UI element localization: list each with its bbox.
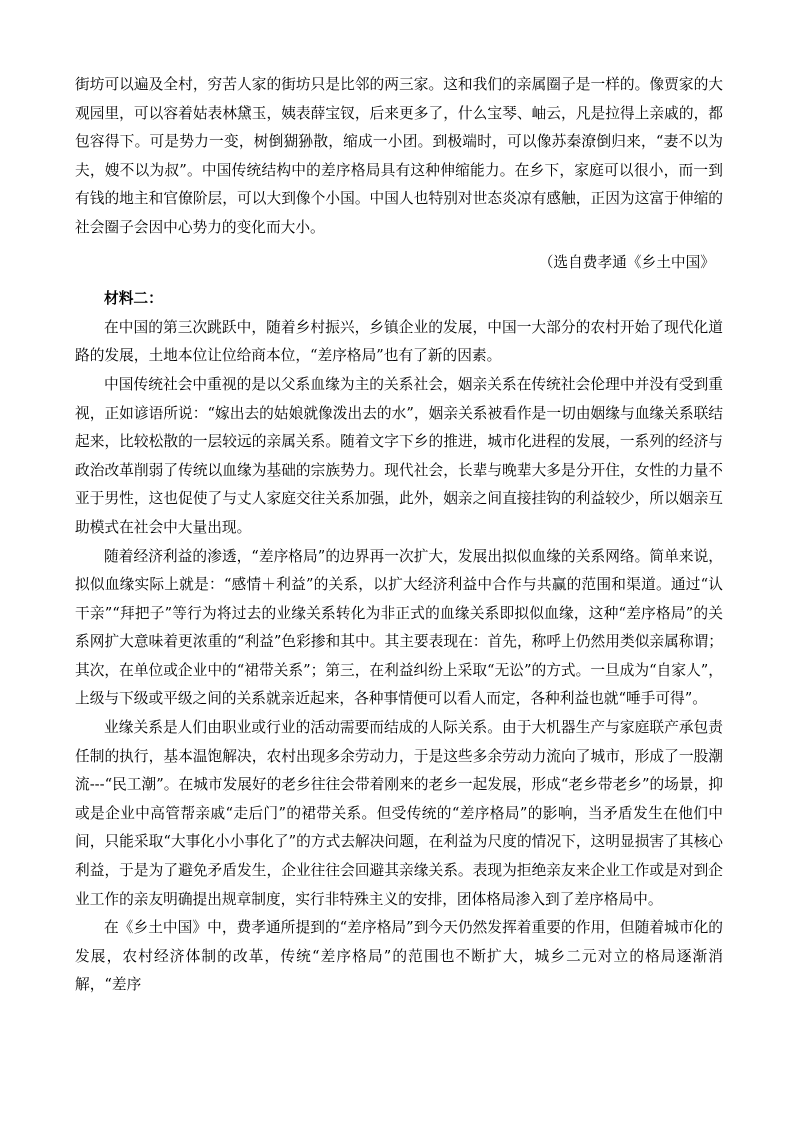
paragraph-3: 随着经济利益的渗透，“差序格局”的边界再一次扩大，发展出拟似血缘的关系网络。简单来说，拟似血缘实际上就是：“感情＋利益”的关系，以扩大经济利益中合作与共赢的范围和渠道。通过“认干亲”“拜把子”等行为将过去的业缘关系转化为非正式的血缘关系即拟似血缘，这种“差序格局”的关系网扩大意味着更浓重的“利益”色彩掺和其中。其主要表现在：首先，称呼上仍然用类似亲属称谓；其次，在单位或企业中的“裙带关系”；第三，在利益纠纷上采取“无讼”的方式。一旦成为“自家人”，上级与下级或平级之间的关系就亲近起来，各种事情便可以看人而定，各种利益也就“唾手可得”。 bbox=[75, 547, 723, 708]
material-two-heading: 材料二： bbox=[104, 290, 163, 308]
paragraph-5: 在《乡土中国》中，费孝通所提到的“差序格局”到今天仍然发挥着重要的作用，但随着城市化的发展，农村经济体制的改革，传统“差序格局”的范围也不断扩大，城乡二元对立的格局逐渐消解，“差序 bbox=[75, 919, 723, 994]
paragraph-2: 中国传统社会中重视的是以父系血缘为主的关系社会，姻亲关系在传统社会伦理中并没有受到重视，正如谚语所说：“嫁出去的姑娘就像泼出去的水”，姻亲关系被看作是一切由姻缘与血缘关系联结起来，比较松散的一层较远的亲属关系。随着文字下乡的推进，城市化进程的发展，一系列的经济与政治改革削弱了传统以血缘为基础的宗族势力。现代社会，长辈与晚辈大多是分开住，女性的力量不亚于男性，这也促使了与丈人家庭交往关系加强，此外，姻亲之间直接挂钩的利益较少，所以姻亲互助模式在社会中大量出现。 bbox=[75, 375, 723, 536]
paragraph-1: 在中国的第三次跳跃中，随着乡村振兴，乡镇企业的发展，中国一大部分的农村开始了现代化道路的发展，土地本位让位给商本位，“差序格局”也有了新的因素。 bbox=[75, 318, 723, 365]
paragraph-4: 业缘关系是人们由职业或行业的活动需要而结成的人际关系。由于大机器生产与家庭联产承包责任制的执行，基本温饱解决，农村出现多余劳动力，于是这些多余劳动力流向了城市，形成了一股潮流---“民工潮”。在城市发展好的老乡往往会带着刚来的老乡一起发展，形成“老乡带老乡”的场景，抑或是企业中高管帮亲戚“走后门”的裙带关系。但受传统的“差序格局”的影响，当矛盾发生在他们中间，只能采取“大事化小小事化了”的方式去解决问题，在利益为尺度的情况下，这明显损害了其核心利益，于是为了避免矛盾发生，企业往往会回避其亲缘关系。表现为拒绝亲友来企业工作或是对到企业工作的亲友明确提出规章制度，实行非特殊主义的安排，团体格局渗入到了差序格局中。 bbox=[75, 719, 723, 908]
document-page bbox=[75, 71, 723, 1000]
paragraph-continued: 街坊可以遍及全村，穷苦人家的街坊只是比邻的两三家。这和我们的亲属圈子是一样的。像贾家的大观园里，可以容着姑表林黛玉，姨表薛宝钗，后来更多了，什么宝琴、岫云，凡是拉得上亲戚的，都包容得下。可是势力一变，树倒猢狲散，缩成一小团。到极端时，可以像苏秦潦倒归来，“妻不以为夫，嫂不以为叔”。中国传统结构中的差序格局具有这种伸缩能力。在乡下，家庭可以很小，而一到有钱的地主和官僚阶层，可以大到像个小国。中国人也特别对世态炎凉有感触，正因为这富于伸缩的社会圈子会因中心势力的变化而大小。 bbox=[75, 76, 723, 236]
source-citation: （选自费孝通《乡土中国》 bbox=[538, 253, 715, 271]
